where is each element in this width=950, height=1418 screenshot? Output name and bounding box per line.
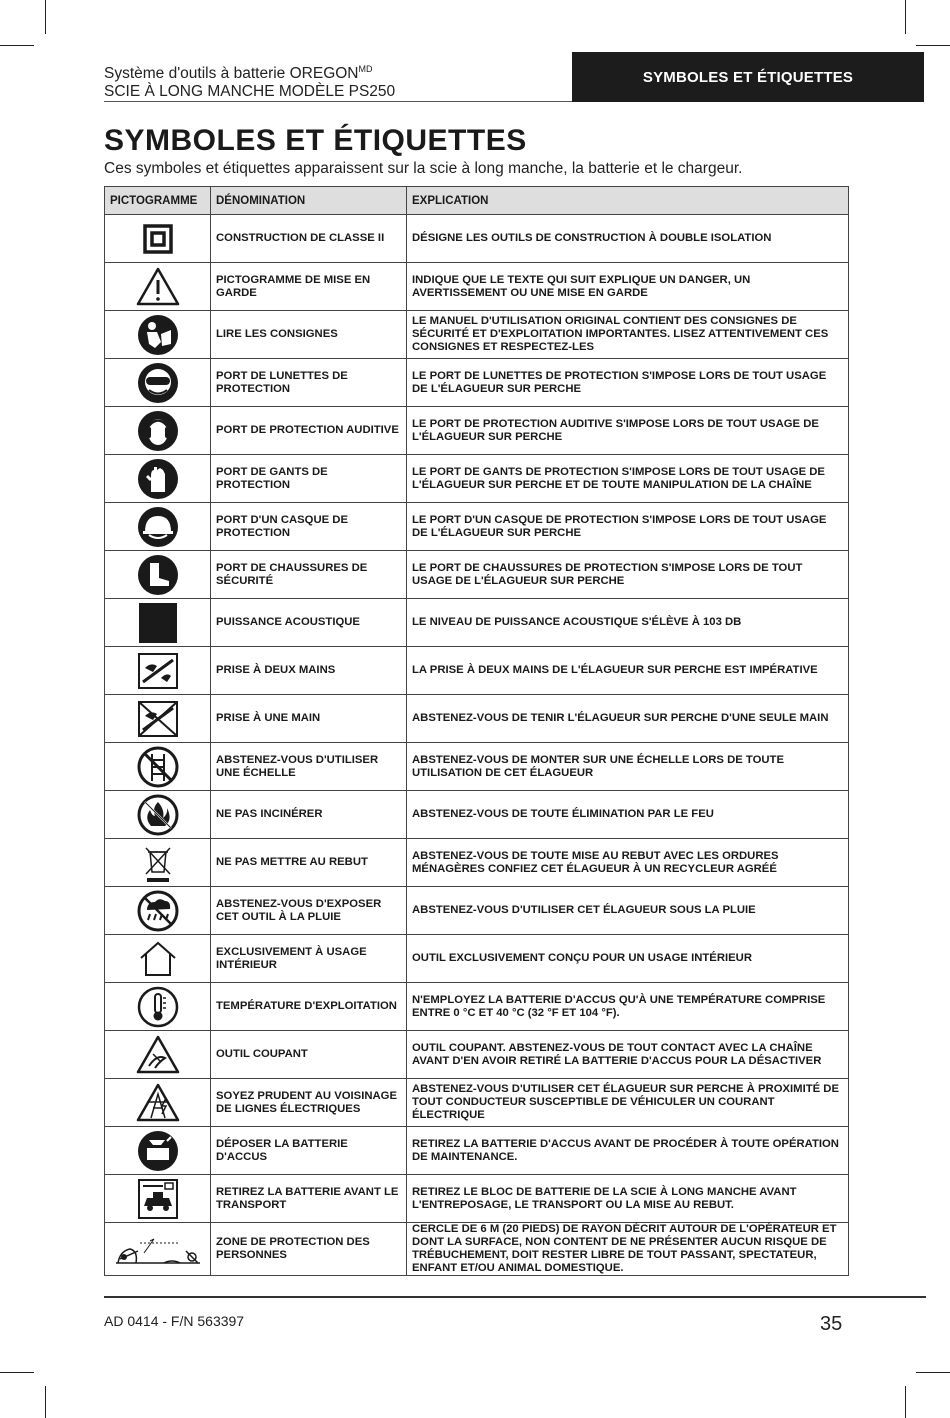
pictogram-cell — [105, 695, 211, 743]
symbol-explanation: LE NIVEAU DE PUISSANCE ACOUSTIQUE S'ÉLÈVE À 103 DB — [407, 599, 849, 647]
crop-mark — [45, 1386, 46, 1418]
pictogram-cell — [105, 407, 211, 455]
symbol-explanation: OUTIL COUPANT. ABSTENEZ-VOUS DE TOUT CONTACT AVEC LA CHAÎNE AVANT D'EN AVOIR RETIRÉ LA BATTERIE D'ACCUS POUR LA DÉSACTIVER — [407, 1031, 849, 1079]
symbol-explanation: LE PORT DE LUNETTES DE PROTECTION S'IMPOSE LORS DE TOUT USAGE DE L'ÉLAGUEUR SUR PERCHE — [407, 359, 849, 407]
crop-mark — [905, 1386, 906, 1418]
pictogram-cell — [105, 887, 211, 935]
table-row — [105, 599, 849, 647]
symbol-explanation: ABSTENEZ-VOUS DE TOUTE ÉLIMINATION PAR LE FEU — [407, 791, 849, 839]
table-row — [105, 455, 849, 503]
header-rule — [104, 101, 574, 102]
sound-power-icon — [135, 600, 181, 646]
table-row — [105, 887, 849, 935]
symbol-name: PRISE À DEUX MAINS — [211, 647, 407, 695]
crossed-bin-icon — [135, 840, 181, 886]
symbol-name: PICTOGRAMME DE MISE EN GARDE — [211, 263, 407, 311]
pictogram-cell — [105, 839, 211, 887]
pictogram-cell — [105, 1223, 211, 1276]
helmet-icon — [135, 504, 181, 550]
pictogram-cell — [105, 263, 211, 311]
page-title: SYMBOLES ET ÉTIQUETTES — [104, 124, 527, 157]
header-product-line: Système d'outils à batterie OREGON — [104, 65, 359, 83]
symbol-name: OUTIL COUPANT — [211, 1031, 407, 1079]
table-row — [105, 743, 849, 791]
pictogram-cell — [105, 503, 211, 551]
pictogram-cell — [105, 1127, 211, 1175]
table-row — [105, 791, 849, 839]
one-hand-prohibited-icon — [135, 696, 181, 742]
hearing-protection-icon — [135, 408, 181, 454]
table-row — [105, 935, 849, 983]
header-line-2: SCIE À LONG MANCHE MODÈLE PS250 — [104, 83, 396, 101]
symbol-name: LIRE LES CONSIGNES — [211, 311, 407, 359]
symbol-explanation: ABSTENEZ-VOUS D'UTILISER CET ÉLAGUEUR SOUS LA PLUIE — [407, 887, 849, 935]
indoor-house-icon — [135, 936, 181, 982]
section-tab: SYMBOLES ET ÉTIQUETTES — [572, 52, 924, 102]
table-row — [105, 1223, 849, 1276]
transport-battery-icon — [135, 1176, 181, 1222]
symbol-explanation: ABSTENEZ-VOUS DE TOUTE MISE AU REBUT AVEC LES ORDURES MÉNAGÈRES CONFIEZ CET ÉLAGUEUR À UN RECYCLEUR AGRÉÉ — [407, 839, 849, 887]
crop-mark — [0, 45, 34, 46]
safety-glasses-icon — [135, 360, 181, 406]
symbol-name: PORT DE LUNETTES DE PROTECTION — [211, 359, 407, 407]
symbol-explanation: LE PORT DE CHAUSSURES DE PROTECTION S'IMPOSE LORS DE TOUT USAGE DE L'ÉLAGUEUR SUR PERCHE — [407, 551, 849, 599]
pictogram-cell — [105, 935, 211, 983]
symbol-name: TEMPÉRATURE D'EXPLOITATION — [211, 983, 407, 1031]
symbol-explanation: OUTIL EXCLUSIVEMENT CONÇU POUR UN USAGE INTÉRIEUR — [407, 935, 849, 983]
two-hands-icon — [135, 648, 181, 694]
crop-mark — [45, 0, 46, 34]
symbol-name: SOYEZ PRUDENT AU VOISINAGE DE LIGNES ÉLECTRIQUES — [211, 1079, 407, 1127]
no-fire-icon — [135, 792, 181, 838]
table-row — [105, 359, 849, 407]
symbol-explanation: LA PRISE À DEUX MAINS DE L'ÉLAGUEUR SUR PERCHE EST IMPÉRATIVE — [407, 647, 849, 695]
pictogram-cell — [105, 215, 211, 263]
cutting-tool-icon — [135, 1032, 181, 1078]
pictogram-cell — [105, 551, 211, 599]
pictogram-cell — [105, 455, 211, 503]
table-row — [105, 839, 849, 887]
pictogram-cell — [105, 743, 211, 791]
symbol-name: ZONE DE PROTECTION DES PERSONNES — [211, 1223, 407, 1276]
symbol-explanation: ABSTENEZ-VOUS D'UTILISER CET ÉLAGUEUR SUR PERCHE À PROXIMITÉ DE TOUT CONDUCTEUR SUSCEPTIBLE DE VÉHICULER UN COURANT ÉLECTRIQUE — [407, 1079, 849, 1127]
symbol-name: PRISE À UNE MAIN — [211, 695, 407, 743]
symbol-name: ABSTENEZ-VOUS D'UTILISER UNE ÉCHELLE — [211, 743, 407, 791]
table-row — [105, 983, 849, 1031]
symbol-name: NE PAS METTRE AU REBUT — [211, 839, 407, 887]
doc-reference: AD 0414 - F/N 563397 — [104, 1313, 245, 1329]
pictogram-cell — [105, 1175, 211, 1223]
symbol-explanation: N'EMPLOYEZ LA BATTERIE D'ACCUS QU'À UNE TEMPÉRATURE COMPRISE ENTRE 0 °C ET 40 °C (32 °F ET 104 °F). — [407, 983, 849, 1031]
safety-shoes-icon — [135, 552, 181, 598]
gloves-icon — [135, 456, 181, 502]
symbol-name: EXCLUSIVEMENT À USAGE INTÉRIEUR — [211, 935, 407, 983]
symbol-explanation: ABSTENEZ-VOUS DE MONTER SUR UNE ÉCHELLE LORS DE TOUTE UTILISATION DE CET ÉLAGUEUR — [407, 743, 849, 791]
pictogram-cell — [105, 791, 211, 839]
running-header — [104, 60, 395, 101]
table-row — [105, 695, 849, 743]
symbol-explanation: ABSTENEZ-VOUS DE TENIR L'ÉLAGUEUR SUR PERCHE D'UNE SEULE MAIN — [407, 695, 849, 743]
symbol-explanation: DÉSIGNE LES OUTILS DE CONSTRUCTION À DOUBLE ISOLATION — [407, 215, 849, 263]
table-row — [105, 551, 849, 599]
table-header-row — [105, 187, 849, 215]
pictogram-cell — [105, 1079, 211, 1127]
symbol-name: PORT D'UN CASQUE DE PROTECTION — [211, 503, 407, 551]
page-number: 35 — [820, 1313, 843, 1335]
crop-mark — [916, 1372, 950, 1373]
header-line-1 — [104, 60, 395, 83]
no-rain-icon — [135, 888, 181, 934]
pictogram-cell — [105, 599, 211, 647]
table-row — [105, 647, 849, 695]
table-row — [105, 1175, 849, 1223]
page-subtitle: Ces symboles et étiquettes apparaissent sur la scie à long manche, la batterie et le chargeur. — [104, 160, 743, 177]
crop-mark — [905, 0, 906, 34]
col-header-explanation: EXPLICATION — [407, 187, 849, 215]
table-row — [105, 1079, 849, 1127]
symbols-table — [104, 186, 849, 1276]
symbol-explanation: RETIREZ LA BATTERIE D'ACCUS AVANT DE PROCÉDER À TOUTE OPÉRATION DE MAINTENANCE. — [407, 1127, 849, 1175]
pictogram-cell — [105, 311, 211, 359]
read-manual-icon — [135, 312, 181, 358]
col-header-name: DÉNOMINATION — [211, 187, 407, 215]
symbol-explanation: LE PORT DE PROTECTION AUDITIVE S'IMPOSE LORS DE TOUT USAGE DE L'ÉLAGUEUR SUR PERCHE — [407, 407, 849, 455]
power-lines-icon — [135, 1080, 181, 1126]
symbol-name: CONSTRUCTION DE CLASSE II — [211, 215, 407, 263]
header-trademark-sup: MD — [358, 64, 373, 74]
symbol-explanation: RETIREZ LE BLOC DE BATTERIE DE LA SCIE À LONG MANCHE AVANT L'ENTREPOSAGE, LE TRANSPORT OU LA MISE AU REBUT. — [407, 1175, 849, 1223]
table-row — [105, 407, 849, 455]
symbol-name: NE PAS INCINÉRER — [211, 791, 407, 839]
table-row — [105, 1127, 849, 1175]
symbol-explanation: CERCLE DE 6 M (20 PIEDS) DE RAYON DÉCRIT AUTOUR DE L'OPÉRATEUR ET DONT LA SURFACE, NON CONTENT DE NE PRÉSENTER AUCUN RISQUE DE TRÉBUCHEMENT, DOIT RESTER LIBRE DE TOUT PASSANT, SPECTATEUR, ENFANT ET/OU ANIMAL DOMESTIQUE. — [407, 1223, 849, 1276]
pictogram-cell — [105, 647, 211, 695]
symbol-explanation: LE MANUEL D'UTILISATION ORIGINAL CONTIENT DES CONSIGNES DE SÉCURITÉ ET D'EXPLOITATION IMPORTANTES. LISEZ ATTENTIVEMENT CES CONSIGNES ET RESPECTEZ-LES — [407, 311, 849, 359]
table-row — [105, 503, 849, 551]
table-row — [105, 311, 849, 359]
symbol-name: ABSTENEZ-VOUS D'EXPOSER CET OUTIL À LA PLUIE — [211, 887, 407, 935]
bystander-zone-icon — [110, 1229, 206, 1269]
no-ladder-icon — [135, 744, 181, 790]
pictogram-cell — [105, 359, 211, 407]
col-header-pictogram: PICTOGRAMME — [105, 187, 211, 215]
symbol-explanation: LE PORT DE GANTS DE PROTECTION S'IMPOSE LORS DE TOUT USAGE DE L'ÉLAGUEUR SUR PERCHE ET DE TOUTE MANIPULATION DE LA CHAÎNE — [407, 455, 849, 503]
footer-rule — [104, 1296, 926, 1298]
remove-battery-icon — [135, 1128, 181, 1174]
double-insulation-icon — [135, 216, 181, 262]
pictogram-cell — [105, 983, 211, 1031]
thermometer-icon — [135, 984, 181, 1030]
table-row — [105, 1031, 849, 1079]
symbol-explanation: INDIQUE QUE LE TEXTE QUI SUIT EXPLIQUE UN DANGER, UN AVERTISSEMENT OU UNE MISE EN GARDE — [407, 263, 849, 311]
symbol-name: PUISSANCE ACOUSTIQUE — [211, 599, 407, 647]
symbol-name: PORT DE CHAUSSURES DE SÉCURITÉ — [211, 551, 407, 599]
symbol-name: PORT DE GANTS DE PROTECTION — [211, 455, 407, 503]
symbol-name: PORT DE PROTECTION AUDITIVE — [211, 407, 407, 455]
table-row — [105, 215, 849, 263]
warning-triangle-icon — [135, 264, 181, 310]
pictogram-cell — [105, 1031, 211, 1079]
symbol-name: RETIREZ LA BATTERIE AVANT LE TRANSPORT — [211, 1175, 407, 1223]
crop-mark — [916, 45, 950, 46]
symbol-name: DÉPOSER LA BATTERIE D'ACCUS — [211, 1127, 407, 1175]
symbol-explanation: LE PORT D'UN CASQUE DE PROTECTION S'IMPOSE LORS DE TOUT USAGE DE L'ÉLAGUEUR SUR PERCHE — [407, 503, 849, 551]
table-row — [105, 263, 849, 311]
crop-mark — [0, 1372, 34, 1373]
